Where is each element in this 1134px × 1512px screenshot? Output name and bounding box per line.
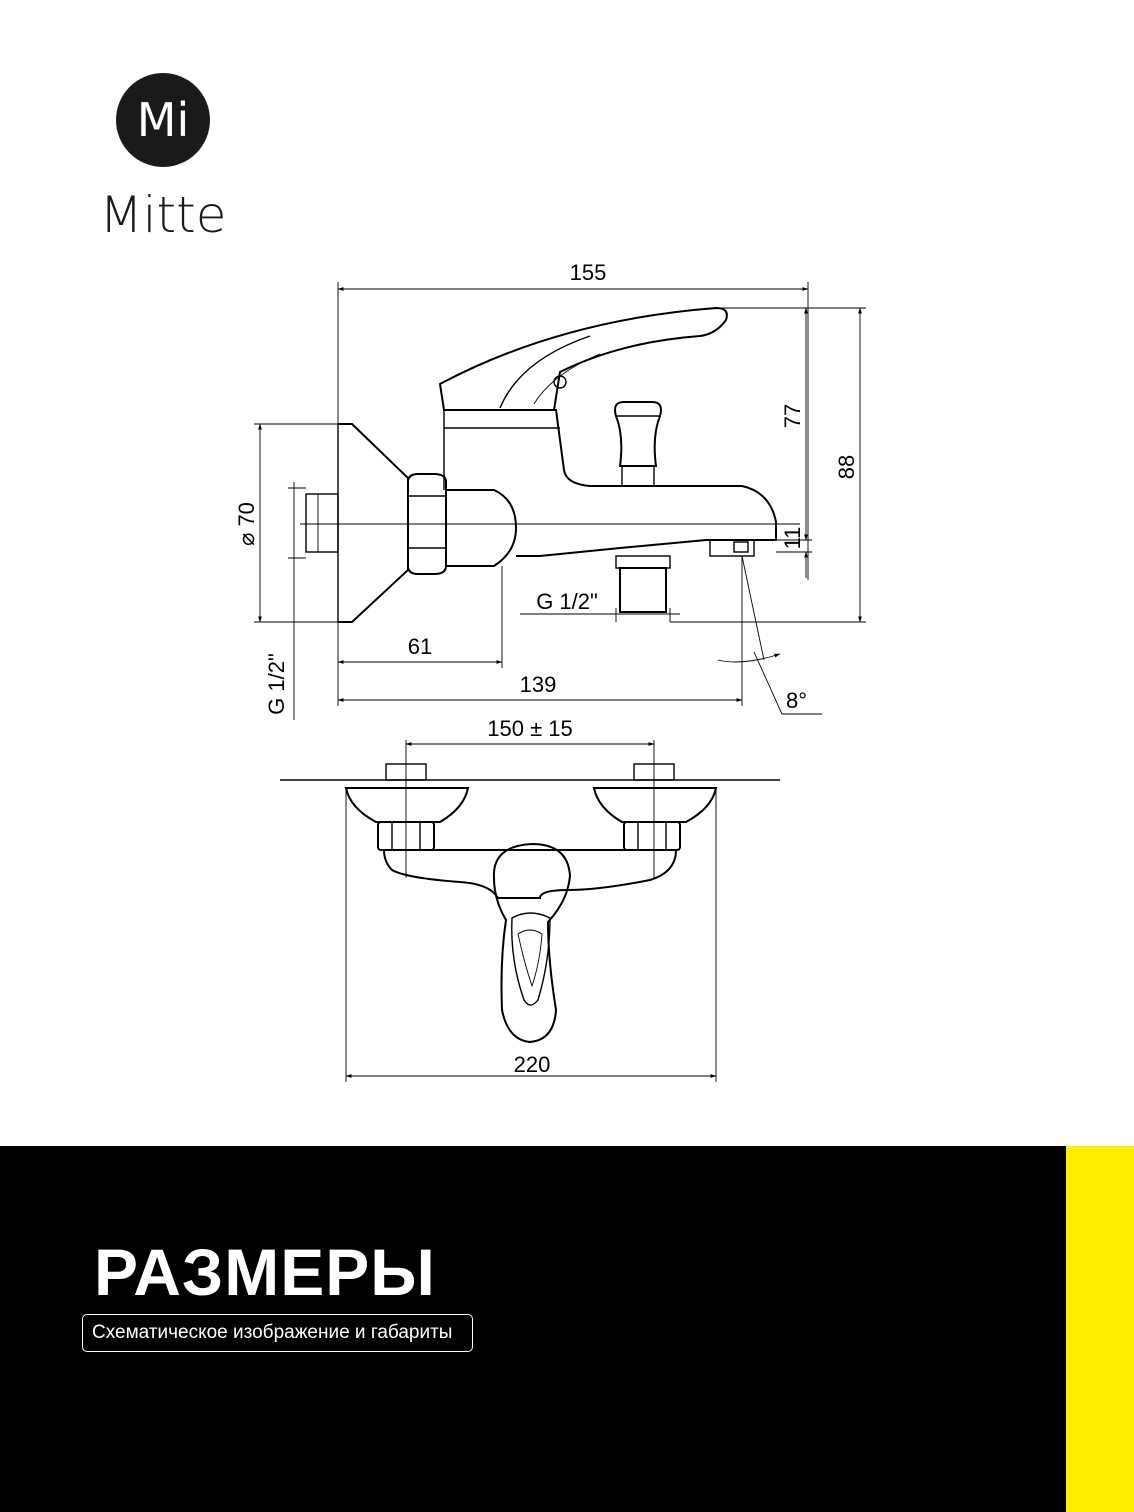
- wall-flange: [288, 424, 408, 622]
- dim-outlet-offset: 11: [780, 526, 805, 550]
- lever-handle-front: [494, 844, 570, 1042]
- section-title: РАЗМЕРЫ: [94, 1235, 436, 1309]
- dim-front-width: 220: [513, 1052, 551, 1077]
- technical-drawing: [0, 240, 1134, 1110]
- section-subtitle: Схематическое изображение и габариты: [82, 1314, 473, 1352]
- dim-total-height: 88: [834, 454, 859, 480]
- mixer-body-front: [384, 850, 676, 898]
- dim-flange-diameter: ⌀ 70: [234, 502, 259, 546]
- logo-monogram: Mi: [136, 93, 190, 147]
- dim-outlet-reach: 139: [519, 672, 557, 697]
- diverter-knob: [615, 402, 661, 486]
- dim-shower-thread: G 1/2": [536, 589, 598, 614]
- right-inlet: [594, 764, 716, 850]
- shower-outlet: [616, 556, 670, 612]
- dim-inlet-spacing: 150 ± 15: [487, 716, 573, 741]
- side-view: [234, 260, 866, 720]
- dim-height-to-outlet: 77: [780, 403, 805, 429]
- logo-wordmark: Mitte: [99, 186, 227, 242]
- dim-inlet-thread: G 1/2": [264, 653, 289, 715]
- aerator: [710, 540, 754, 556]
- footer-banner: [0, 1146, 1134, 1512]
- dim-overall-width: 155: [569, 260, 607, 285]
- brand-logo: [78, 72, 248, 242]
- left-inlet: [346, 764, 468, 850]
- mixer-body: [444, 410, 776, 566]
- dim-body-depth: 61: [407, 634, 433, 659]
- accent-bar: [1066, 1146, 1134, 1512]
- lever-handle: [440, 308, 727, 410]
- front-view: [280, 716, 780, 1082]
- dim-spout-angle: 8°: [786, 688, 808, 713]
